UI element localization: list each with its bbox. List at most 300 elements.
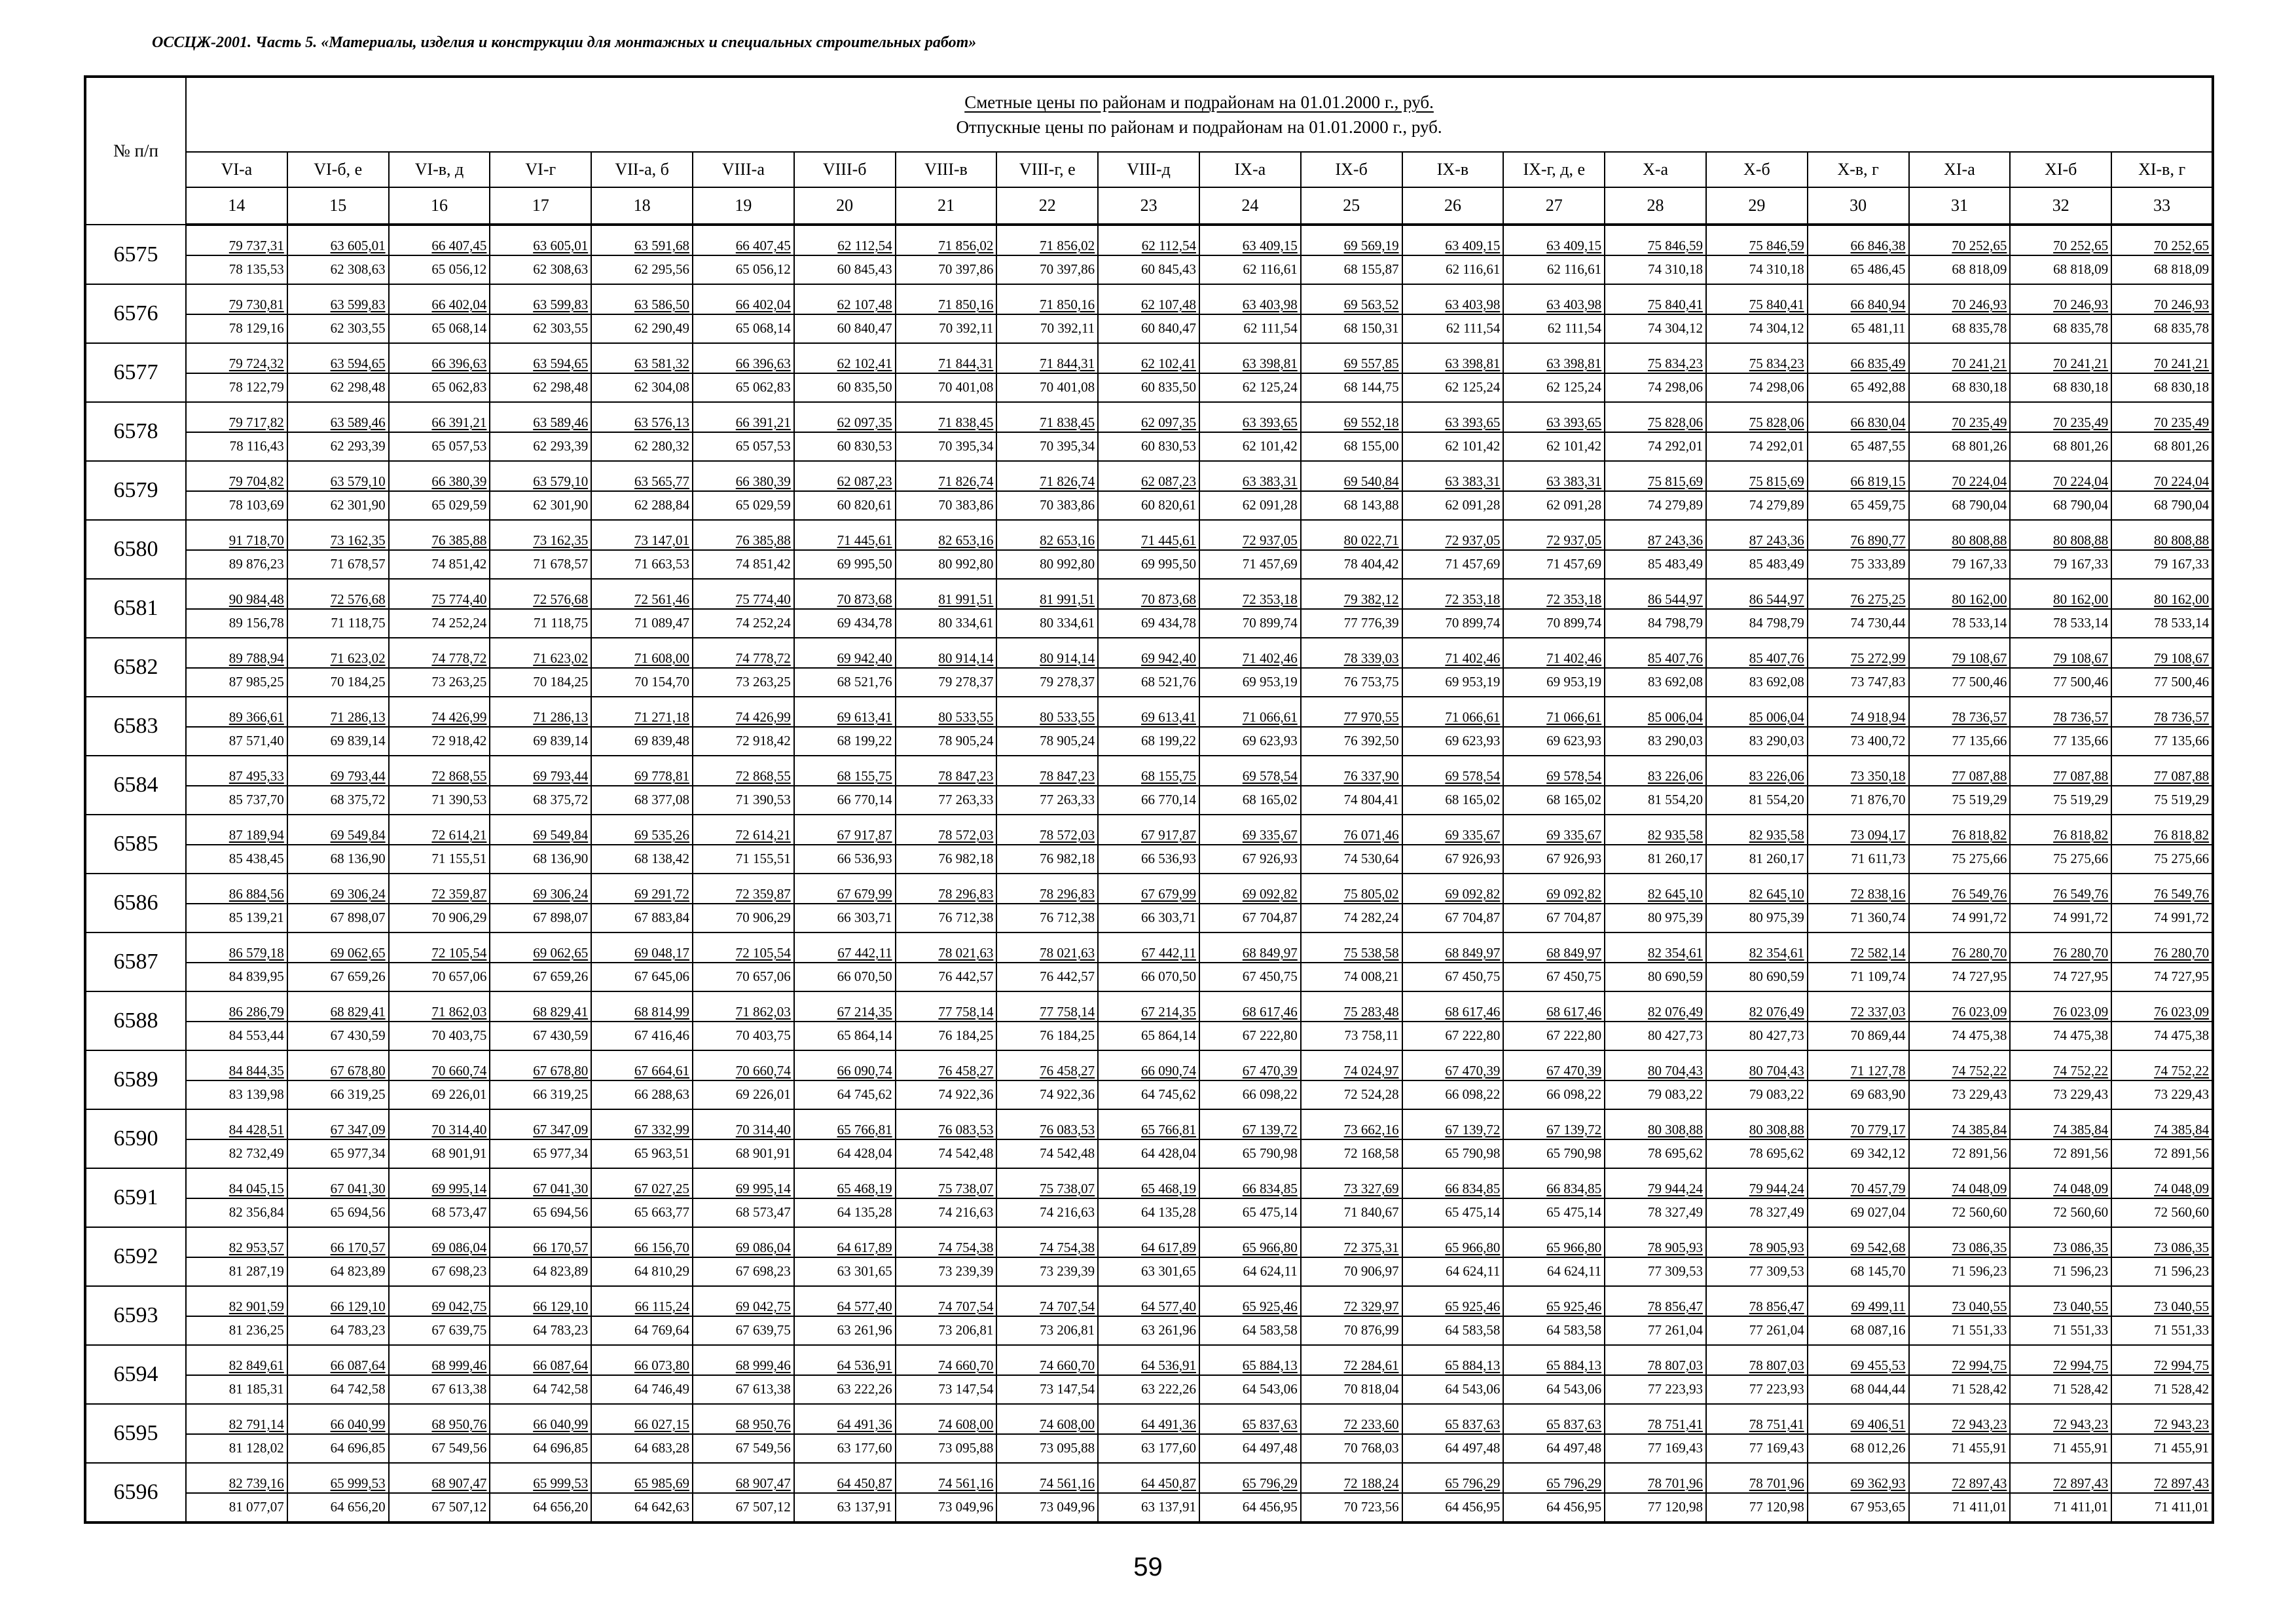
estimated-price: 75 538,58 bbox=[1302, 933, 1402, 963]
estimated-price: 78 856,47 bbox=[1605, 1287, 1705, 1317]
price-table bbox=[84, 75, 2214, 1524]
table-row bbox=[85, 1404, 2213, 1463]
estimated-price: 76 023,09 bbox=[1910, 992, 2010, 1022]
release-price: 65 790,98 bbox=[1242, 1145, 1298, 1162]
estimated-price: 74 385,84 bbox=[2011, 1110, 2111, 1140]
column-number: 33 bbox=[2111, 187, 2213, 225]
release-price: 74 727,95 bbox=[2154, 969, 2210, 985]
price-cell bbox=[287, 874, 389, 932]
price-cell bbox=[1706, 1050, 1808, 1109]
estimated-price: 63 605,01 bbox=[490, 226, 591, 256]
price-cell bbox=[1605, 697, 1706, 756]
release-price: 85 483,49 bbox=[1749, 556, 1804, 572]
release-price: 62 308,63 bbox=[533, 261, 589, 278]
release-price: 64 543,06 bbox=[1242, 1381, 1298, 1397]
release-price: 74 851,42 bbox=[431, 556, 487, 572]
release-price: 85 737,70 bbox=[228, 792, 284, 808]
release-price: 84 798,79 bbox=[1647, 615, 1703, 631]
price-cell bbox=[1808, 1286, 1909, 1345]
release-price: 73 147,54 bbox=[938, 1381, 994, 1397]
price-cell bbox=[1706, 1463, 1808, 1522]
release-price: 71 528,42 bbox=[2154, 1381, 2210, 1397]
release-price: 71 596,23 bbox=[2154, 1263, 2210, 1280]
release-price: 64 583,58 bbox=[1242, 1322, 1298, 1338]
release-price: 69 953,19 bbox=[1242, 674, 1298, 690]
row-number: 6592 bbox=[85, 1227, 186, 1286]
estimated-price: 81 991,51 bbox=[896, 580, 996, 610]
release-price: 80 975,39 bbox=[1647, 910, 1703, 926]
estimated-price: 72 284,61 bbox=[1302, 1346, 1402, 1376]
release-price: 64 783,23 bbox=[330, 1322, 386, 1338]
estimated-price: 82 076,49 bbox=[1707, 992, 1807, 1022]
release-price: 67 926,93 bbox=[1242, 851, 1298, 867]
price-cell bbox=[996, 1286, 1098, 1345]
release-price: 77 120,98 bbox=[1647, 1499, 1703, 1515]
estimated-price: 68 999,46 bbox=[693, 1346, 793, 1376]
release-price: 72 891,56 bbox=[2053, 1145, 2109, 1162]
price-cell bbox=[2010, 756, 2111, 815]
price-cell bbox=[1503, 1404, 1605, 1463]
price-cell bbox=[2010, 874, 2111, 932]
estimated-price: 77 758,14 bbox=[997, 992, 1097, 1022]
price-cell bbox=[186, 579, 287, 638]
estimated-price: 72 576,68 bbox=[490, 580, 591, 610]
release-price: 68 901,91 bbox=[431, 1145, 487, 1162]
price-cell bbox=[794, 874, 896, 932]
release-price: 62 111,54 bbox=[1547, 320, 1602, 337]
column-number: 30 bbox=[1808, 187, 1909, 225]
release-price: 74 252,24 bbox=[735, 615, 791, 631]
release-price: 68 801,26 bbox=[2154, 438, 2210, 454]
release-price: 64 428,04 bbox=[1140, 1145, 1196, 1162]
price-cell bbox=[1301, 461, 1402, 520]
release-price: 74 310,18 bbox=[1749, 261, 1804, 278]
estimated-price: 82 953,57 bbox=[187, 1228, 287, 1258]
release-price: 81 554,20 bbox=[1749, 792, 1804, 808]
price-cell bbox=[2010, 520, 2111, 579]
estimated-price: 69 549,84 bbox=[490, 815, 591, 845]
estimated-price: 86 544,97 bbox=[1605, 580, 1705, 610]
release-price: 70 906,97 bbox=[1343, 1263, 1399, 1280]
price-cell bbox=[591, 1463, 693, 1522]
estimated-price: 74 385,84 bbox=[2112, 1110, 2212, 1140]
estimated-price: 75 834,23 bbox=[1605, 344, 1705, 374]
release-price: 67 549,56 bbox=[431, 1440, 487, 1456]
table-row bbox=[85, 1463, 2213, 1522]
price-cell bbox=[1503, 1463, 1605, 1522]
column-header: VIII-г, е bbox=[996, 152, 1098, 187]
estimated-price: 69 535,26 bbox=[592, 815, 692, 845]
estimated-price: 69 569,19 bbox=[1302, 226, 1402, 256]
price-cell bbox=[1605, 461, 1706, 520]
price-cell bbox=[1402, 284, 1504, 343]
release-price: 68 790,04 bbox=[2154, 497, 2210, 513]
price-cell bbox=[389, 1050, 490, 1109]
price-cell bbox=[490, 638, 591, 697]
release-price: 71 876,70 bbox=[1850, 792, 1906, 808]
column-number: 31 bbox=[1909, 187, 2011, 225]
price-cell bbox=[287, 1227, 389, 1286]
price-cell bbox=[1199, 225, 1301, 284]
estimated-price: 76 280,70 bbox=[1910, 933, 2010, 963]
price-cell bbox=[1706, 520, 1808, 579]
column-number: 27 bbox=[1503, 187, 1605, 225]
release-price: 62 298,48 bbox=[330, 379, 386, 396]
price-cell bbox=[186, 520, 287, 579]
price-cell bbox=[794, 225, 896, 284]
estimated-price: 69 306,24 bbox=[490, 874, 591, 904]
release-price: 68 790,04 bbox=[1952, 497, 2007, 513]
release-price: 71 678,57 bbox=[330, 556, 386, 572]
estimated-price: 66 170,57 bbox=[288, 1228, 388, 1258]
estimated-price: 72 561,46 bbox=[592, 580, 692, 610]
estimated-price: 69 557,85 bbox=[1302, 344, 1402, 374]
estimated-price: 68 849,97 bbox=[1403, 933, 1503, 963]
column-number: 24 bbox=[1199, 187, 1301, 225]
price-cell bbox=[1301, 991, 1402, 1050]
column-number: 32 bbox=[2010, 187, 2111, 225]
price-cell bbox=[794, 932, 896, 991]
release-price: 71 551,33 bbox=[2053, 1322, 2109, 1338]
price-cell bbox=[1301, 1050, 1402, 1109]
release-price: 66 319,25 bbox=[330, 1086, 386, 1103]
estimated-price: 63 594,65 bbox=[490, 344, 591, 374]
estimated-price: 69 549,84 bbox=[288, 815, 388, 845]
release-price: 73 095,88 bbox=[938, 1440, 994, 1456]
estimated-price: 77 758,14 bbox=[896, 992, 996, 1022]
release-price: 65 481,11 bbox=[1851, 320, 1906, 337]
release-price: 65 864,14 bbox=[1140, 1027, 1196, 1044]
price-cell bbox=[896, 1168, 997, 1227]
estimated-price: 74 385,84 bbox=[1910, 1110, 2010, 1140]
estimated-price: 76 280,70 bbox=[2011, 933, 2111, 963]
release-price: 70 899,74 bbox=[1546, 615, 1602, 631]
price-cell bbox=[1909, 520, 2011, 579]
price-cell bbox=[996, 343, 1098, 402]
release-price: 67 898,07 bbox=[533, 910, 589, 926]
release-price: 73 206,81 bbox=[938, 1322, 994, 1338]
price-cell bbox=[2111, 520, 2213, 579]
release-price: 67 613,38 bbox=[735, 1381, 791, 1397]
release-price: 70 395,34 bbox=[938, 438, 994, 454]
release-price: 80 427,73 bbox=[1647, 1027, 1703, 1044]
release-price: 64 497,48 bbox=[1242, 1440, 1298, 1456]
price-cell bbox=[389, 874, 490, 932]
price-cell bbox=[389, 520, 490, 579]
price-cell bbox=[2010, 1050, 2111, 1109]
price-cell bbox=[2111, 756, 2213, 815]
release-price: 74 292,01 bbox=[1749, 438, 1804, 454]
release-price: 67 953,65 bbox=[1850, 1499, 1906, 1515]
release-price: 75 275,66 bbox=[1952, 851, 2007, 867]
estimated-price: 76 275,25 bbox=[1808, 580, 1908, 610]
release-price: 60 820,61 bbox=[837, 497, 892, 513]
release-price: 79 278,37 bbox=[1040, 674, 1095, 690]
estimated-price: 69 942,40 bbox=[1099, 638, 1199, 669]
release-price: 78 404,42 bbox=[1343, 556, 1399, 572]
estimated-price: 74 660,70 bbox=[896, 1346, 996, 1376]
release-price: 77 223,93 bbox=[1749, 1381, 1804, 1397]
release-price: 64 642,63 bbox=[634, 1499, 689, 1515]
estimated-price: 71 844,31 bbox=[896, 344, 996, 374]
estimated-price: 72 937,05 bbox=[1403, 521, 1503, 551]
price-cell bbox=[1605, 1227, 1706, 1286]
release-price: 73 263,25 bbox=[735, 674, 791, 690]
price-cell bbox=[794, 1404, 896, 1463]
price-cell bbox=[287, 1168, 389, 1227]
price-cell bbox=[186, 1345, 287, 1404]
release-price: 78 905,24 bbox=[1040, 733, 1095, 749]
release-price: 74 475,38 bbox=[2154, 1027, 2210, 1044]
price-cell bbox=[1402, 1109, 1504, 1168]
estimated-price: 64 577,40 bbox=[795, 1287, 895, 1317]
estimated-price: 66 840,94 bbox=[1808, 285, 1908, 315]
estimated-price: 62 087,23 bbox=[1099, 462, 1199, 492]
column-number: 14 bbox=[186, 187, 287, 225]
release-price: 77 169,43 bbox=[1749, 1440, 1804, 1456]
estimated-price: 82 935,58 bbox=[1605, 815, 1705, 845]
estimated-price: 63 605,01 bbox=[288, 226, 388, 256]
release-price: 70 657,06 bbox=[735, 969, 791, 985]
release-price: 73 229,43 bbox=[2053, 1086, 2109, 1103]
price-cell bbox=[2010, 1286, 2111, 1345]
release-price: 71 109,74 bbox=[1850, 969, 1906, 985]
price-cell bbox=[1909, 1050, 2011, 1109]
release-price: 75 333,89 bbox=[1850, 556, 1906, 572]
estimated-price: 76 818,82 bbox=[2011, 815, 2111, 845]
estimated-price: 76 549,76 bbox=[1910, 874, 2010, 904]
estimated-price: 63 589,46 bbox=[288, 403, 388, 433]
estimated-price: 72 614,21 bbox=[390, 815, 490, 845]
release-price: 71 528,42 bbox=[2053, 1381, 2109, 1397]
estimated-price: 72 943,23 bbox=[1910, 1405, 2010, 1435]
release-price: 64 742,58 bbox=[533, 1381, 589, 1397]
estimated-price: 71 127,78 bbox=[1808, 1051, 1908, 1081]
estimated-price: 74 048,09 bbox=[2112, 1169, 2212, 1199]
price-cell bbox=[1199, 402, 1301, 461]
price-cell bbox=[896, 1463, 997, 1522]
column-header: VI-в, д bbox=[389, 152, 490, 187]
price-cell bbox=[490, 1227, 591, 1286]
document-header: ОССЦЖ-2001. Часть 5. «Материалы, изделия и конструкции для монтажных и специальных строительных работ» bbox=[152, 34, 977, 51]
estimated-price: 63 383,31 bbox=[1504, 462, 1604, 492]
price-cell bbox=[591, 520, 693, 579]
release-price: 64 742,58 bbox=[330, 1381, 386, 1397]
estimated-price: 66 380,39 bbox=[390, 462, 490, 492]
price-cell bbox=[1909, 579, 2011, 638]
table-row bbox=[85, 932, 2213, 991]
estimated-price: 71 850,16 bbox=[896, 285, 996, 315]
table-row bbox=[85, 1168, 2213, 1227]
release-price: 68 377,08 bbox=[634, 792, 689, 808]
price-cell bbox=[1808, 1168, 1909, 1227]
price-cell bbox=[1808, 638, 1909, 697]
price-cell bbox=[1808, 1463, 1909, 1522]
estimated-price: 62 107,48 bbox=[795, 285, 895, 315]
release-price: 60 835,50 bbox=[837, 379, 892, 396]
release-price: 70 876,99 bbox=[1343, 1322, 1399, 1338]
release-price: 74 542,48 bbox=[1040, 1145, 1095, 1162]
estimated-price: 66 087,64 bbox=[490, 1346, 591, 1376]
price-cell bbox=[287, 932, 389, 991]
price-cell bbox=[389, 1168, 490, 1227]
release-price: 70 184,25 bbox=[330, 674, 386, 690]
price-cell bbox=[287, 1286, 389, 1345]
release-price: 60 840,47 bbox=[837, 320, 892, 337]
price-cell bbox=[1808, 874, 1909, 932]
estimated-price: 63 403,98 bbox=[1200, 285, 1300, 315]
release-price: 68 835,78 bbox=[1952, 320, 2007, 337]
column-number: 21 bbox=[896, 187, 997, 225]
price-cell bbox=[1301, 874, 1402, 932]
release-price: 84 553,44 bbox=[228, 1027, 284, 1044]
release-price: 65 663,77 bbox=[634, 1204, 689, 1221]
price-cell bbox=[1808, 579, 1909, 638]
release-price: 71 411,01 bbox=[2154, 1499, 2210, 1515]
release-price: 62 293,39 bbox=[330, 438, 386, 454]
release-price: 63 222,26 bbox=[837, 1381, 892, 1397]
release-price: 70 906,29 bbox=[735, 910, 791, 926]
estimated-price: 69 042,75 bbox=[693, 1287, 793, 1317]
estimated-price: 78 847,23 bbox=[997, 756, 1097, 786]
estimated-price: 63 581,32 bbox=[592, 344, 692, 374]
price-cell bbox=[1199, 697, 1301, 756]
release-price: 68 830,18 bbox=[1952, 379, 2007, 396]
price-cell bbox=[1098, 991, 1199, 1050]
release-price: 78 327,49 bbox=[1647, 1204, 1703, 1221]
release-price: 67 704,87 bbox=[1242, 910, 1298, 926]
release-price: 67 613,38 bbox=[431, 1381, 487, 1397]
price-cell bbox=[1301, 225, 1402, 284]
release-price: 60 840,47 bbox=[1140, 320, 1196, 337]
price-cell bbox=[996, 1168, 1098, 1227]
release-price: 63 137,91 bbox=[837, 1499, 892, 1515]
price-cell bbox=[389, 932, 490, 991]
price-cell bbox=[1199, 638, 1301, 697]
column-number: 29 bbox=[1706, 187, 1808, 225]
release-price: 71 089,47 bbox=[634, 615, 689, 631]
estimated-price: 69 062,65 bbox=[490, 933, 591, 963]
price-cell bbox=[1098, 1463, 1199, 1522]
release-price: 74 298,06 bbox=[1647, 379, 1703, 396]
release-price: 74 216,63 bbox=[1040, 1204, 1095, 1221]
estimated-price: 67 679,99 bbox=[1099, 874, 1199, 904]
estimated-price: 71 623,02 bbox=[490, 638, 591, 669]
price-cell bbox=[896, 343, 997, 402]
estimated-price: 71 826,74 bbox=[896, 462, 996, 492]
release-price: 75 275,66 bbox=[2154, 851, 2210, 867]
price-cell bbox=[389, 638, 490, 697]
release-price: 77 169,43 bbox=[1647, 1440, 1703, 1456]
estimated-price: 63 398,81 bbox=[1403, 344, 1503, 374]
estimated-price: 81 991,51 bbox=[997, 580, 1097, 610]
price-cell bbox=[896, 520, 997, 579]
estimated-price: 63 393,65 bbox=[1403, 403, 1503, 433]
table-row bbox=[85, 991, 2213, 1050]
price-cell bbox=[693, 1345, 794, 1404]
release-price: 71 390,53 bbox=[431, 792, 487, 808]
price-cell bbox=[1605, 1168, 1706, 1227]
release-price: 77 309,53 bbox=[1647, 1263, 1703, 1280]
price-cell bbox=[1503, 579, 1605, 638]
price-cell bbox=[389, 1109, 490, 1168]
release-price: 67 645,06 bbox=[634, 969, 689, 985]
estimated-price: 76 280,70 bbox=[2112, 933, 2212, 963]
estimated-price: 68 617,46 bbox=[1504, 992, 1604, 1022]
price-cell bbox=[1808, 461, 1909, 520]
release-price: 79 278,37 bbox=[938, 674, 994, 690]
release-price: 73 206,81 bbox=[1040, 1322, 1095, 1338]
price-cell bbox=[1605, 1286, 1706, 1345]
estimated-price: 79 724,32 bbox=[187, 344, 287, 374]
estimated-price: 66 402,04 bbox=[390, 285, 490, 315]
estimated-price: 72 937,05 bbox=[1200, 521, 1300, 551]
estimated-price: 79 730,81 bbox=[187, 285, 287, 315]
release-price: 67 704,87 bbox=[1546, 910, 1602, 926]
release-price: 63 301,65 bbox=[837, 1263, 892, 1280]
column-number: 22 bbox=[996, 187, 1098, 225]
release-price: 64 543,06 bbox=[1546, 1381, 1602, 1397]
price-cell bbox=[186, 461, 287, 520]
release-price: 62 303,55 bbox=[330, 320, 386, 337]
price-cell bbox=[186, 1463, 287, 1522]
estimated-price: 70 241,21 bbox=[2011, 344, 2111, 374]
price-cell bbox=[389, 1345, 490, 1404]
price-cell bbox=[1706, 874, 1808, 932]
price-cell bbox=[1402, 991, 1504, 1050]
estimated-price: 67 347,09 bbox=[288, 1110, 388, 1140]
price-cell bbox=[1706, 638, 1808, 697]
release-price: 74 530,64 bbox=[1343, 851, 1399, 867]
release-price: 69 683,90 bbox=[1850, 1086, 1906, 1103]
estimated-price: 68 617,46 bbox=[1200, 992, 1300, 1022]
price-cell bbox=[591, 697, 693, 756]
release-price: 80 427,73 bbox=[1749, 1027, 1804, 1044]
estimated-price: 75 738,07 bbox=[997, 1169, 1097, 1199]
release-price: 70 869,44 bbox=[1850, 1027, 1906, 1044]
release-price: 74 542,48 bbox=[938, 1145, 994, 1162]
release-price: 65 062,83 bbox=[431, 379, 487, 396]
release-price: 66 770,14 bbox=[1140, 792, 1196, 808]
price-cell bbox=[1098, 697, 1199, 756]
price-cell bbox=[1199, 343, 1301, 402]
release-price: 60 830,53 bbox=[1140, 438, 1196, 454]
release-price: 85 483,49 bbox=[1647, 556, 1703, 572]
row-number: 6585 bbox=[85, 815, 186, 874]
price-cell bbox=[287, 638, 389, 697]
release-price: 78 129,16 bbox=[228, 320, 284, 337]
estimated-price: 74 561,16 bbox=[896, 1464, 996, 1494]
release-price: 64 497,48 bbox=[1546, 1440, 1602, 1456]
price-cell bbox=[996, 697, 1098, 756]
estimated-price: 74 048,09 bbox=[1910, 1169, 2010, 1199]
release-price: 74 279,89 bbox=[1647, 497, 1703, 513]
release-price: 65 056,12 bbox=[431, 261, 487, 278]
column-header: VIII-д bbox=[1098, 152, 1199, 187]
price-cell bbox=[1402, 579, 1504, 638]
price-cell bbox=[2010, 343, 2111, 402]
price-cell bbox=[2111, 815, 2213, 874]
release-price: 70 397,86 bbox=[938, 261, 994, 278]
estimated-price: 63 383,31 bbox=[1403, 462, 1503, 492]
estimated-price: 63 409,15 bbox=[1504, 226, 1604, 256]
price-cell bbox=[186, 1227, 287, 1286]
release-price: 68 835,78 bbox=[2053, 320, 2109, 337]
price-cell bbox=[1706, 932, 1808, 991]
estimated-price: 71 862,03 bbox=[693, 992, 793, 1022]
release-price: 74 279,89 bbox=[1749, 497, 1804, 513]
release-price: 69 953,19 bbox=[1546, 674, 1602, 690]
